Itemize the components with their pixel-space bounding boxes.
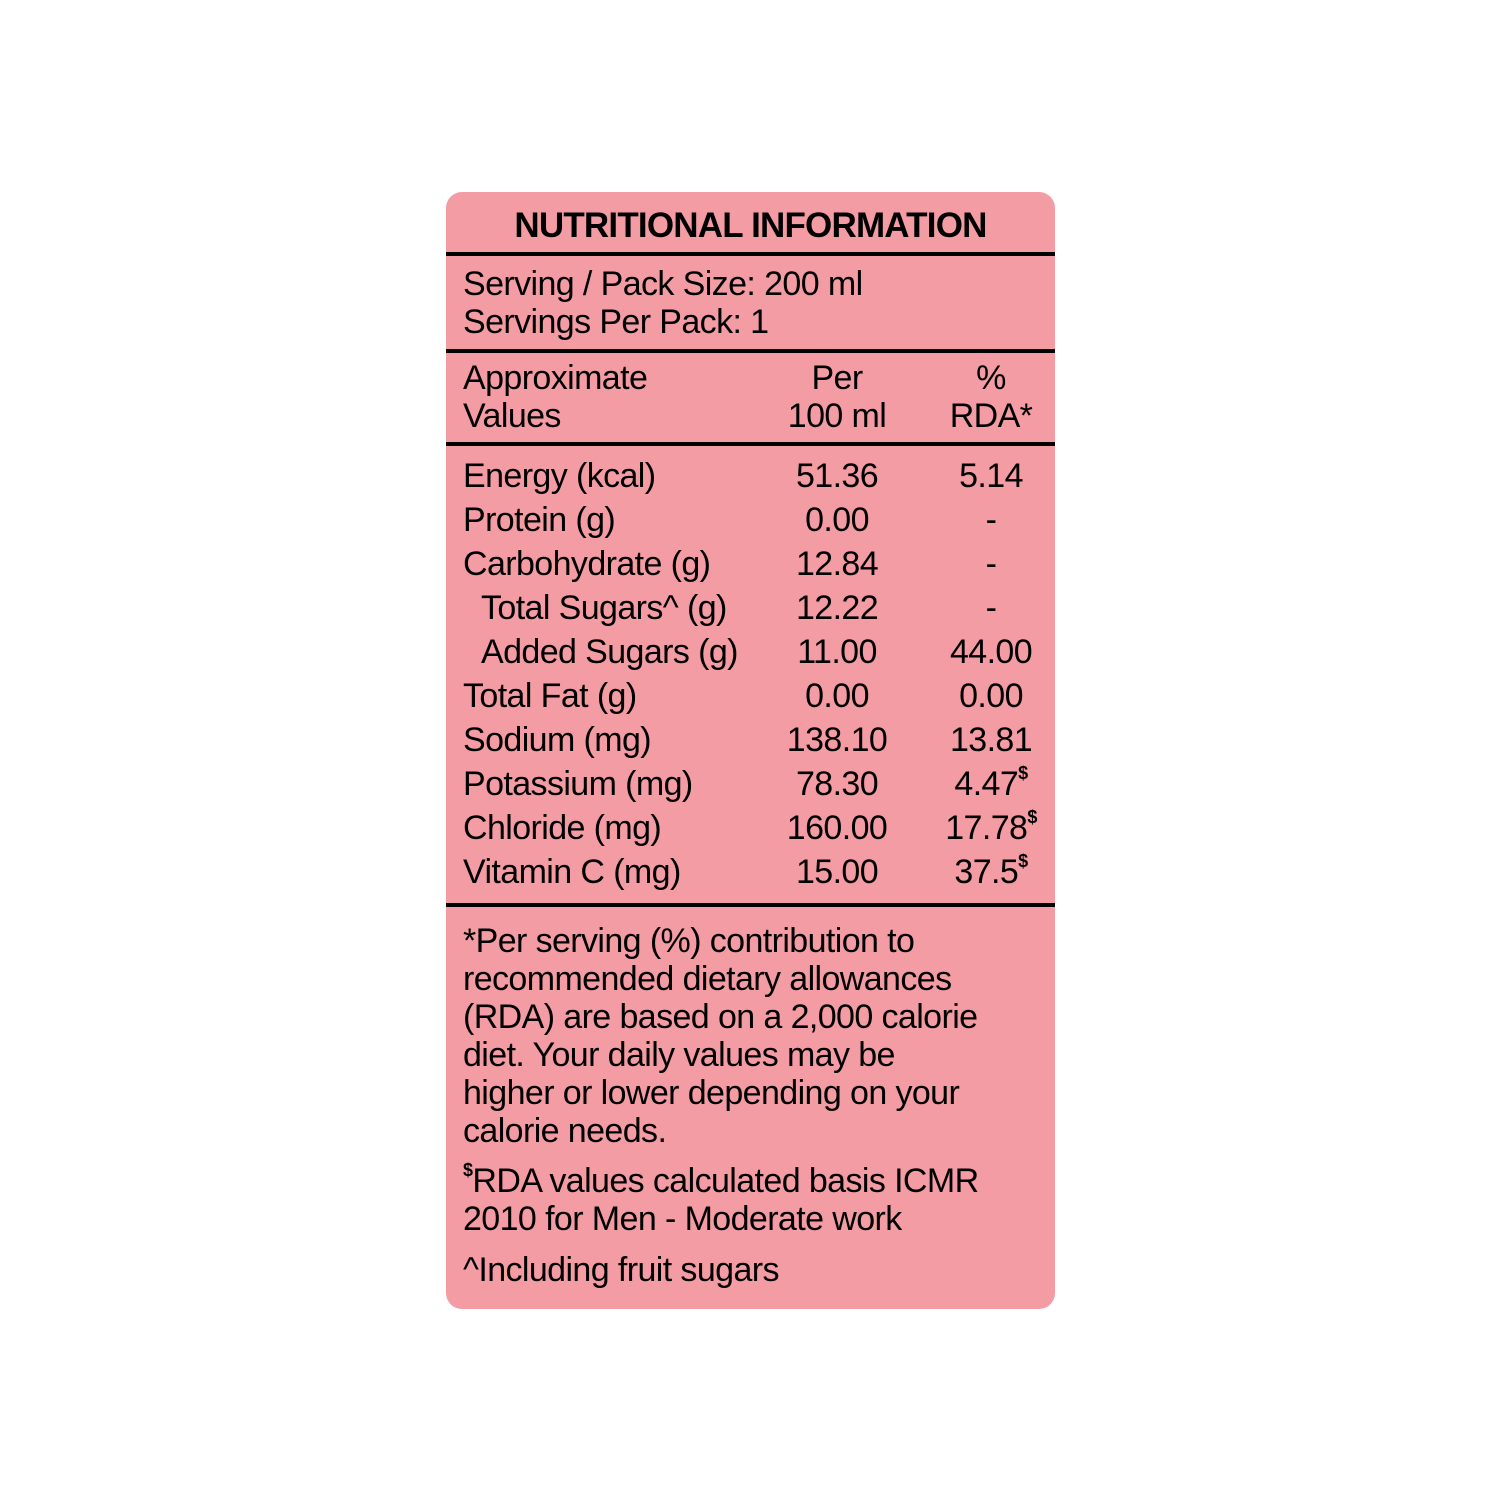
nutrient-per-100ml: 0.00 (805, 677, 869, 715)
table-row (446, 498, 1055, 542)
divider-footnotes (446, 903, 1055, 907)
nutrient-name: Carbohydrate (g) (463, 545, 711, 583)
nutrient-rda: 17.78$ (945, 807, 1037, 847)
nutrient-rda: 44.00 (949, 633, 1033, 671)
header-col2-line1: Per (811, 359, 863, 397)
nutrient-name: Sodium (mg) (463, 721, 652, 759)
nutrient-rda: - (985, 501, 997, 539)
dollar-mark: $ (463, 1160, 473, 1180)
pack-size: Serving / Pack Size: 200 ml (463, 265, 863, 303)
servings-per-pack: Servings Per Pack: 1 (463, 303, 769, 341)
nutrient-per-100ml: 15.00 (795, 853, 879, 891)
icmr-footnote-line: $RDA values calculated basis ICMR (463, 1160, 979, 1200)
table-row (446, 806, 1055, 850)
rda-footnote-line: (RDA) are based on a 2,000 calorie (463, 998, 978, 1036)
sugar-footnote: ^Including fruit sugars (463, 1251, 779, 1289)
nutrient-rda: 4.47$ (954, 763, 1028, 803)
table-row (446, 586, 1055, 630)
nutrient-rda: 37.5$ (954, 851, 1028, 891)
rda-footnote-line: higher or lower depending on your (463, 1074, 960, 1112)
label-title: NUTRITIONAL INFORMATION (514, 206, 987, 245)
rda-footnote-line: *Per serving (%) contribution to (463, 922, 915, 960)
rda-footnote-line: diet. Your daily values may be (463, 1036, 895, 1074)
rda-footnote-line: calorie needs. (463, 1112, 667, 1150)
header-per-100ml (766, 359, 908, 435)
nutrient-rda: 0.00 (959, 677, 1023, 715)
table-row (446, 542, 1055, 586)
divider-serving (446, 349, 1055, 353)
nutrient-name: Protein (g) (463, 501, 616, 539)
header-approximate-values (463, 359, 647, 435)
table-row (446, 762, 1055, 806)
icmr-footnote (463, 1162, 1048, 1238)
header-col3-line2: RDA* (949, 397, 1033, 435)
nutrient-name: Potassium (mg) (463, 765, 693, 803)
nutrient-table (446, 454, 1055, 894)
table-row (446, 718, 1055, 762)
rda-footnote (463, 922, 1048, 1150)
table-row (446, 630, 1055, 674)
nutrition-label (446, 192, 1055, 1309)
nutrient-per-100ml: 160.00 (786, 809, 888, 847)
divider-header (446, 442, 1055, 446)
divider-title (446, 252, 1055, 256)
nutrient-name: Vitamin C (mg) (463, 853, 681, 891)
header-col1-line1: Approximate (463, 359, 648, 397)
rda-footnote-line: recommended dietary allowances (463, 960, 952, 998)
header-col2-line2: 100 ml (787, 397, 887, 435)
nutrient-rda: 5.14 (959, 457, 1023, 495)
nutrient-per-100ml: 11.00 (797, 633, 877, 671)
icmr-footnote-line: 2010 for Men - Moderate work (463, 1200, 902, 1238)
nutrient-rda: 13.81 (949, 721, 1033, 759)
nutrient-rda: - (985, 545, 997, 583)
nutrient-per-100ml: 138.10 (786, 721, 888, 759)
nutrient-name: Chloride (mg) (463, 809, 662, 847)
nutrient-name: Added Sugars (g) (481, 633, 738, 671)
table-row (446, 674, 1055, 718)
nutrient-name: Total Fat (g) (463, 677, 637, 715)
header-col1-line2: Values (463, 397, 561, 435)
nutrient-per-100ml: 78.30 (795, 765, 879, 803)
serving-info (463, 265, 863, 341)
nutrient-per-100ml: 12.22 (795, 589, 879, 627)
nutrient-name: Energy (kcal) (463, 457, 656, 495)
header-rda (936, 359, 1046, 435)
nutrient-per-100ml: 0.00 (805, 501, 869, 539)
nutrient-per-100ml: 51.36 (795, 457, 879, 495)
nutrient-per-100ml: 12.84 (795, 545, 879, 583)
nutrient-rda: - (985, 589, 997, 627)
header-col3-line1: % (976, 359, 1006, 397)
nutrient-name: Total Sugars^ (g) (481, 589, 727, 627)
table-row (446, 850, 1055, 894)
table-row (446, 454, 1055, 498)
